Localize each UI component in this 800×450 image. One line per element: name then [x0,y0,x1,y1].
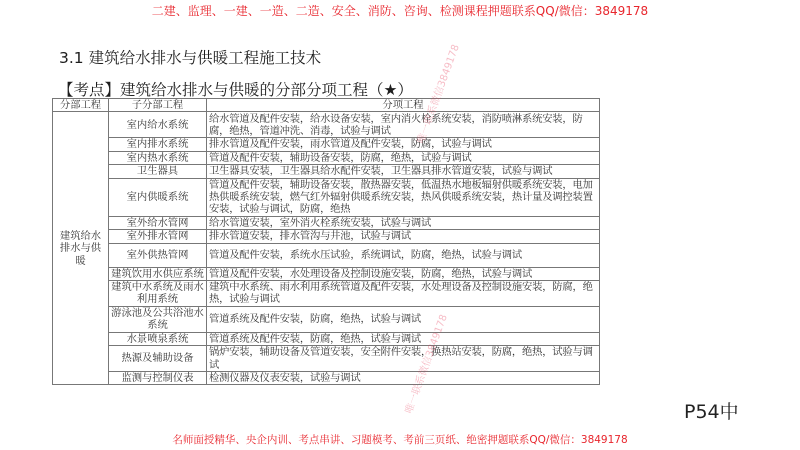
header-items: 分项工程 [207,99,600,112]
section-title: 3.1 建筑给水排水与供暖工程施工技术 [59,49,322,67]
subdivision-cell: 热源及辅助设备 [109,346,207,372]
table-row [53,165,600,178]
subdivision-cell: 室内给水系统 [109,112,207,138]
table-row [53,216,600,229]
items-cell: 管道系统及配件安装，防腐，绝热，试验与调试 [207,332,600,345]
watermark: 唯一联系微信3849178 [415,43,462,146]
subdivision-cell: 水景喷泉系统 [109,332,207,345]
subdivision-cell: 室外排水管网 [109,230,207,243]
table-row [53,332,600,345]
items-cell: 管道及配件安装，水处理设备及控制设施安装，防腐，绝热，试验与调试 [207,267,600,280]
table-row [53,151,600,164]
table-row [53,112,600,138]
subdivision-cell: 建筑中水系统及雨水利用系统 [109,281,207,307]
items-cell: 排水管道及配件安装，雨水管道及配件安装，防腐，试验与调试 [207,138,600,151]
table-row [53,138,600,151]
items-cell: 给水管道安装，室外消火栓系统安装，试验与调试 [207,216,600,229]
subdivision-cell: 室外给水管网 [109,216,207,229]
items-cell: 管道系统及配件安装，防腐，绝热，试验与调试 [207,306,600,332]
header-subdivision: 子分部工程 [109,99,207,112]
table-header-row [53,99,600,112]
table-row [53,267,600,280]
items-cell: 建筑中水系统、雨水利用系统管道及配件安装，水处理设备及控制设施安装，防腐，绝热，试验与调试 [207,281,600,307]
page-reference: P54中 [684,401,739,423]
items-cell: 检测仪器及仪表安装，试验与调试 [207,371,600,384]
table-row [53,306,600,332]
items-cell: 锅炉安装，辅助设备及管道安装，安全附件安装，换热站安装，防腐，绝热，试验与调试 [207,346,600,372]
topic-heading: 【考点】建筑给水排水与供暖的分部分项工程（★） [58,81,413,99]
items-cell: 卫生器具安装，卫生器具给水配件安装，卫生器具排水管道安装，试验与调试 [207,165,600,178]
division-cell: 建筑给水排水与供暖 [53,112,109,385]
subdivision-cell: 卫生器具 [109,165,207,178]
subdivision-cell: 室内热水系统 [109,151,207,164]
subdivision-cell: 室外供热管网 [109,243,207,267]
subdivision-cell: 室内供暖系统 [109,178,207,216]
subdivision-table [52,98,600,385]
watermark: 唯一联系微信3849178 [403,313,450,416]
subdivision-cell: 游泳池及公共浴池水系统 [109,306,207,332]
items-cell: 排水管道安装，排水管沟与井池，试验与调试 [207,230,600,243]
table-row [53,281,600,307]
items-cell: 给水管道及配件安装，给水设备安装，室内消火栓系统安装，消防喷淋系统安装，防腐，绝热，管道冲洗、消毒，试验与调试 [207,112,600,138]
table-row [53,178,600,216]
subdivision-cell: 监测与控制仪表 [109,371,207,384]
bottom-banner: 名师面授精华、央企内训、考点串讲、习题模考、考前三页纸、绝密押题联系QQ/微信：3849178 [172,434,628,446]
table-row [53,346,600,372]
top-banner: 二建、监理、一建、一造、二造、安全、消防、咨询、检测课程押题联系QQ/微信：3849178 [151,4,649,18]
header-division: 分部工程 [53,99,109,112]
table-row [53,243,600,267]
items-cell: 管道及配件安装，辅助设备安装，散热器安装，低温热水地板辐射供暖系统安装，电加热供暖系统安装，燃气红外辐射供暖系统安装，热风供暖系统安装，热计量及调控装置安装，试验与调试，防腐，绝热 [207,178,600,216]
subdivision-cell: 室内排水系统 [109,138,207,151]
subdivision-cell: 建筑饮用水供应系统 [109,267,207,280]
items-cell: 管道及配件安装，系统水压试验，系统调试，防腐，绝热，试验与调试 [207,243,600,267]
table-row [53,371,600,384]
items-cell: 管道及配件安装，辅助设备安装，防腐，绝热，试验与调试 [207,151,600,164]
table-row [53,230,600,243]
